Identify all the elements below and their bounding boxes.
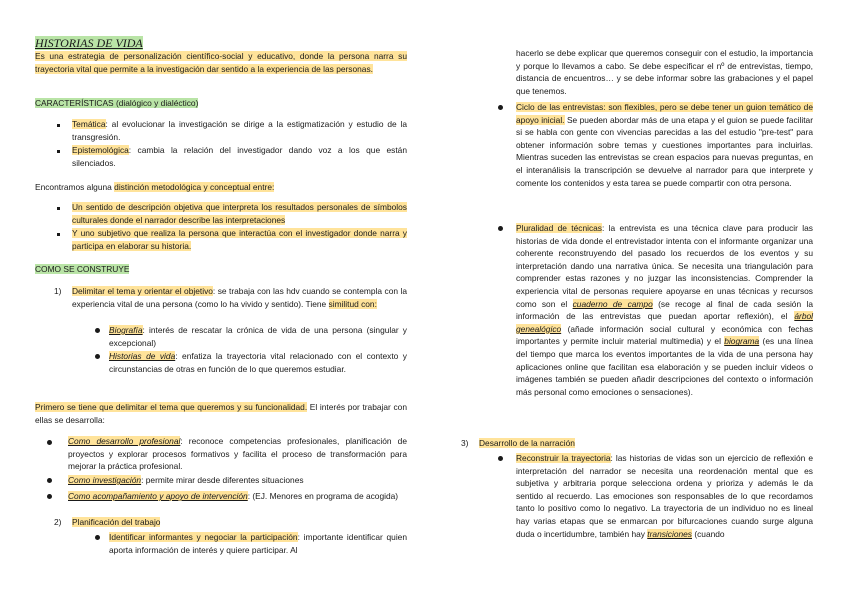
round-bullet-icon (47, 440, 52, 445)
square-bullet-icon (57, 124, 60, 127)
round-bullet-icon (47, 494, 52, 499)
round-bullet-icon (498, 456, 503, 461)
trajectory-item: Reconstruir la trayectoria: las historias de vidas son un ejercicio de reflexión e interpretación del narrador se necesita una reordenación mental que es subjetiva y arbitraria porque selecciona ordena y prioriza y además le da sentido al recuerdo. Las emociones son responsables de lo que recordamos tanto lo positivo como lo negativo. La trayectoria de un individuo no es lineal hay varias etapas que se enmarcan por bifurcaciones cuando surge alguna duda o incertidumbre, también hay transiciones (cuando (516, 453, 813, 539)
purpose-item: Como investigación: permite mirar desde diferentes situaciones (68, 475, 304, 485)
step-number: 3) (461, 438, 469, 448)
purpose-item: Como desarrollo profesional: reconoce competencias profesionales, planificación de proyectos y explorar procesos formativos y facilita el proceso de transformación para mejorar la práctica profesional. (68, 436, 407, 472)
techniques-item: Pluralidad de técnicas: la entrevista es una técnica clave para producir las historias de vida donde el entrevistador intenta con el informante organizar una coherente reconstruyendo del pasado los recuerdos de los eventos y su interpretación dando una narrativa única. Se necesita una triangulación para comprender estas razones y no juzgar las inconsistencias. Comprender la experiencia vital de personas requiere apoyarse en unas técnicas y recursos como son el cuaderno de campo (se recoge al final de cada sesión la información de las entrevistas que puedan aportar reflexión), el árbol genealógico (añade información social cultural y económica con fechas importantes y permite incluir material multimedia) y el biograma (es una línea del tiempo que marca los eventos importantes de la vida de una persona hay aplicaciones online que facilitan esa elaboración y se pueden incluir videos o imágenes también se pueden añadir descripciones del contexto o información más personal como emociones o sensaciones). (516, 223, 814, 397)
step1-paragraph: Delimitar el tema y orientar el objetivo: se trabaja con las hdv cuando se contempla con la experiencia vital de una persona (como lo ha vivido y sentido). Tiene similitud con: (72, 286, 408, 309)
similarity-item: Biografía: interés de rescatar la crónica de vida de una persona (singular y excepcional) (109, 325, 407, 348)
characteristic-item: Epistemológica: cambia la relación del investigador dando voz a los que están silenciados. (72, 145, 407, 168)
document-title: HISTORIAS DE VIDA (35, 36, 143, 50)
interview-cycles-item: Ciclo de las entrevistas: son flexibles, pero se debe tener un guion temático de apoyo inicial. Se pueden abordar más de una etapa y el guion se puede facilitar si se habla con gente con vivencias parecidas a las del estudio "pre-test" para obtener información sobre temas y cuestiones importantes para incluirlas. Mientras suceden las entrevistas se crean espacios para nuevas preguntas, en el interanálisis la transcripción se devuelve al narrador para que interprete y comente los contenidos y esta tarea se puede compartir con otra persona. (516, 102, 813, 188)
square-bullet-icon (57, 150, 60, 153)
characteristics-heading: CARACTERÍSTICAS (dialógico y dialéctico) (35, 98, 199, 108)
build-heading: COMO SE CONSTRUYE (35, 264, 130, 274)
participation-item: Identificar informantes y negociar la participación: importante identificar quien aporta información de interés y quiere participar. Al (109, 532, 407, 555)
step-number: 2) (54, 517, 62, 527)
round-bullet-icon (498, 105, 503, 110)
step3-title: Desarrollo de la narración (479, 438, 575, 448)
distinction-item: Y uno subjetivo que realiza la persona que interactúa con el investigador donde narra y participa en elaborar su historia. (72, 228, 407, 251)
round-bullet-icon (95, 354, 100, 359)
round-bullet-icon (95, 328, 100, 333)
characteristic-item: Temática: al evolucionar la investigación se dirige a la estigmatización y estudio de la transgresión. (72, 119, 407, 142)
purpose-item: Como acompañamiento y apoyo de intervención: (EJ. Menores en programa de acogida) (68, 491, 399, 501)
first-paragraph: Primero se tiene que delimitar el tema que queremos y su funcionalidad. El interés por trabajar con ellas se desarrolla: (35, 402, 407, 425)
round-bullet-icon (47, 478, 52, 483)
step-number: 1) (54, 286, 62, 296)
step2-title: Planificación del trabajo (72, 517, 161, 527)
round-bullet-icon (95, 535, 100, 540)
distinction-intro: Encontramos alguna distinción metodológica y conceptual entre: (35, 182, 275, 192)
round-bullet-icon (498, 226, 503, 231)
distinction-item: Un sentido de descripción objetiva que interpreta los resultados personales de símbolos culturales donde el narrador describe las interpretaciones (72, 202, 407, 225)
continued-paragraph: hacerlo se debe explicar que queremos conseguir con el estudio, la importancia y porque lo llevamos a cabo. Se debe especificar el nº de entrevistas, tiempo, distancia de encuentros… y se debe informar sobre las grabaciones y el papel que tenemos. (516, 48, 813, 96)
square-bullet-icon (57, 233, 60, 236)
intro-paragraph: Es una estrategia de personalización científico-social y educativo, donde la persona narra su trayectoria vital que permite a la investigación dar sentido a la experiencia de las personas. (35, 51, 407, 74)
square-bullet-icon (57, 207, 60, 210)
similarity-item: Historias de vida: enfatiza la trayectoria vital relacionado con el contexto y circunstancias de otras en función de lo que queremos estudiar. (109, 351, 407, 374)
